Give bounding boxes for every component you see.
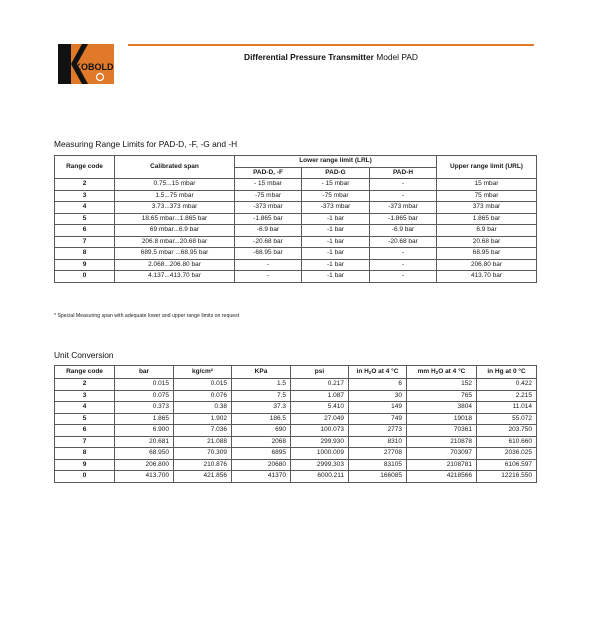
table-cell: 5.410 — [291, 402, 349, 414]
table-cell: 1.865 bar — [437, 213, 537, 225]
table-cell: 19018 — [407, 413, 477, 425]
table-cell: -1 bar — [302, 225, 370, 237]
table-cell: 413.70 bar — [437, 271, 537, 283]
header-lrl: Lower range limit (LRL) — [235, 156, 437, 168]
table-row — [55, 459, 537, 471]
table-cell: 2036.025 — [477, 448, 537, 460]
title-model: Model PAD — [373, 52, 418, 62]
table-cell: -1 bar — [302, 213, 370, 225]
table-cell: 206.800 — [115, 459, 174, 471]
table-cell: 5 — [55, 213, 115, 225]
table-cell: -75 mbar — [302, 190, 370, 202]
table-cell: 6106.597 — [477, 459, 537, 471]
table-cell: 1.865 — [115, 413, 174, 425]
table-cell: - — [235, 271, 302, 283]
table-cell: 0 — [55, 471, 115, 483]
table-cell: 11.014 — [477, 402, 537, 414]
table-cell: 20.681 — [115, 436, 174, 448]
table-cell: 55.072 — [477, 413, 537, 425]
table-cell: 37.3 — [232, 402, 291, 414]
table-cell: 6 — [349, 379, 407, 391]
table-cell: 413.700 — [115, 471, 174, 483]
table-cell: 3 — [55, 190, 115, 202]
table-cell: -1 bar — [302, 236, 370, 248]
table-cell: 12216.550 — [477, 471, 537, 483]
table-cell: 0 — [55, 271, 115, 283]
table-cell: 765 — [407, 390, 477, 402]
table-cell: 41370 — [232, 471, 291, 483]
table-cell: - — [370, 248, 437, 260]
table-cell: 27708 — [349, 448, 407, 460]
table-cell: 6000.211 — [291, 471, 349, 483]
table-cell: - — [370, 179, 437, 191]
table-row — [55, 236, 537, 248]
table-cell: 9 — [55, 459, 115, 471]
table-cell: -6.9 bar — [370, 225, 437, 237]
document-title — [128, 52, 534, 62]
table-cell: 68.95 bar — [437, 248, 537, 260]
header-mm-h2o: mm $H_2O$ at 4 °C — [407, 366, 477, 379]
table-row — [55, 436, 537, 448]
header-lrl-pad-df: PAD-D, -F — [235, 167, 302, 179]
table-row — [55, 448, 537, 460]
header-accent-line — [128, 44, 534, 46]
table-cell: 5 — [55, 413, 115, 425]
table-cell: -1.865 bar — [370, 213, 437, 225]
table-cell: 0.38 — [174, 402, 232, 414]
table-cell: 210.876 — [174, 459, 232, 471]
table-row — [55, 271, 537, 283]
table-cell: 15 mbar — [437, 179, 537, 191]
table-cell: 1000.009 — [291, 448, 349, 460]
table-cell: - — [235, 259, 302, 271]
table-cell: 186.5 — [232, 413, 291, 425]
table-cell: 3804 — [407, 402, 477, 414]
table-row — [55, 425, 537, 437]
table-cell: 4 — [55, 402, 115, 414]
table-cell: 2 — [55, 179, 115, 191]
table-cell: - 15 mbar — [235, 179, 302, 191]
table-cell: -373 mbar — [235, 202, 302, 214]
table-row — [55, 413, 537, 425]
kobold-logo — [58, 44, 114, 84]
header-kgcm2: kg/cm² — [174, 366, 232, 379]
table-cell: -1 bar — [302, 259, 370, 271]
table-cell: 373 mbar — [437, 202, 537, 214]
table-row — [55, 190, 537, 202]
table-cell: 7.5 — [232, 390, 291, 402]
table-cell: 421.856 — [174, 471, 232, 483]
table-cell: 9 — [55, 259, 115, 271]
table-cell: 69 mbar...6.9 bar — [115, 225, 235, 237]
table-cell: - — [370, 271, 437, 283]
table-cell: -1.865 bar — [235, 213, 302, 225]
table-cell: 690 — [232, 425, 291, 437]
range-table-title: Measuring Range Limits for PAD-D, -F, -G and -H — [54, 139, 238, 149]
table-row — [55, 213, 537, 225]
table-cell: 210878 — [407, 436, 477, 448]
table-cell: 7 — [55, 436, 115, 448]
table-cell: 6.900 — [115, 425, 174, 437]
table-cell: 30 — [349, 390, 407, 402]
table-cell: 149 — [349, 402, 407, 414]
table-cell: 4218566 — [407, 471, 477, 483]
table-cell: 2.215 — [477, 390, 537, 402]
logo-text: KOBOLD — [74, 62, 114, 72]
table-row — [55, 248, 537, 260]
table-row — [55, 259, 537, 271]
table-cell: 8310 — [349, 436, 407, 448]
logo-k-bar — [58, 44, 71, 84]
header-psi: psi — [291, 366, 349, 379]
table-row — [55, 390, 537, 402]
table-cell: 6895 — [232, 448, 291, 460]
table-cell: 2.068...206.80 bar — [115, 259, 235, 271]
table-cell: 6 — [55, 225, 115, 237]
table-row — [55, 402, 537, 414]
unit-conversion-table — [54, 365, 537, 483]
table-cell: 3.73...373 mbar — [115, 202, 235, 214]
table-cell: -68.95 bar — [235, 248, 302, 260]
table-cell: 2108781 — [407, 459, 477, 471]
table-cell: 0.217 — [291, 379, 349, 391]
table-cell: 6 — [55, 425, 115, 437]
header-in-h2o: in $H_2O$ at 4 °C — [349, 366, 407, 379]
range-footnote: * Special Measuring span with adequate lower and upper range limits on request — [54, 313, 240, 319]
table-cell: 7.036 — [174, 425, 232, 437]
table-cell: 20.68 bar — [437, 236, 537, 248]
table-cell: 206.80 bar — [437, 259, 537, 271]
table-cell: 68.950 — [115, 448, 174, 460]
header-lrl-pad-g: PAD-G — [302, 167, 370, 179]
table-cell: 70361 — [407, 425, 477, 437]
table-row — [55, 202, 537, 214]
table-cell: 21.088 — [174, 436, 232, 448]
header-kpa: KPa — [232, 366, 291, 379]
table-cell: 3 — [55, 390, 115, 402]
table-cell: 8 — [55, 448, 115, 460]
table-cell: 83105 — [349, 459, 407, 471]
table-cell: 152 — [407, 379, 477, 391]
table-cell: 0.422 — [477, 379, 537, 391]
table-cell: - 15 mbar — [302, 179, 370, 191]
table-cell: 100.073 — [291, 425, 349, 437]
table-cell: 1.902 — [174, 413, 232, 425]
table-row — [55, 471, 537, 483]
table-cell: 610.660 — [477, 436, 537, 448]
table-cell: 2773 — [349, 425, 407, 437]
table-cell: - — [370, 259, 437, 271]
header-bar: bar — [115, 366, 174, 379]
table-cell: 689.5 mbar ...68.95 bar — [115, 248, 235, 260]
header-lrl-pad-h: PAD-H — [370, 167, 437, 179]
header-url: Upper range limit (URL) — [437, 156, 537, 179]
table-row — [55, 379, 537, 391]
table-cell: 18.65 mbar...1.865 bar — [115, 213, 235, 225]
table-cell: -373 mbar — [370, 202, 437, 214]
table-cell: -75 mbar — [235, 190, 302, 202]
table-cell: 0.75...15 mbar — [115, 179, 235, 191]
table-cell: 0.015 — [174, 379, 232, 391]
table-cell: 6.9 bar — [437, 225, 537, 237]
table-cell: 2999.303 — [291, 459, 349, 471]
table-cell: 2 — [55, 379, 115, 391]
table-row — [55, 179, 537, 191]
table-cell: 299.930 — [291, 436, 349, 448]
table-cell: 0.076 — [174, 390, 232, 402]
table-cell: 703097 — [407, 448, 477, 460]
table-cell: 0.075 — [115, 390, 174, 402]
table-cell: 27.049 — [291, 413, 349, 425]
table-cell: 4.137...413.70 bar — [115, 271, 235, 283]
table-cell: 4 — [55, 202, 115, 214]
table-cell: 1.5 — [232, 379, 291, 391]
range-limits-table — [54, 155, 537, 283]
table-cell: 206.8 mbar...20.68 bar — [115, 236, 235, 248]
table-cell: -6.9 bar — [235, 225, 302, 237]
table-row — [55, 225, 537, 237]
table-cell: 1.087 — [291, 390, 349, 402]
table-cell: - — [370, 190, 437, 202]
header-range-code: Range code — [55, 366, 115, 379]
table-cell: 1.5...75 mbar — [115, 190, 235, 202]
table-cell: -373 mbar — [302, 202, 370, 214]
title-bold: Differential Pressure Transmitter — [244, 52, 374, 62]
table-cell: -1 bar — [302, 248, 370, 260]
unit-table-title: Unit Conversion — [54, 350, 114, 360]
table-cell: -1 bar — [302, 271, 370, 283]
table-cell: 75 mbar — [437, 190, 537, 202]
table-cell: -20.68 bar — [235, 236, 302, 248]
table-cell: 70.309 — [174, 448, 232, 460]
header-in-hg: in Hg at 0 °C — [477, 366, 537, 379]
table-cell: 8 — [55, 248, 115, 260]
table-cell: 2068 — [232, 436, 291, 448]
table-cell: 0.373 — [115, 402, 174, 414]
table-cell: 749 — [349, 413, 407, 425]
table-cell: 7 — [55, 236, 115, 248]
table-cell: 0.015 — [115, 379, 174, 391]
table-cell: 203.750 — [477, 425, 537, 437]
table-cell: -20.68 bar — [370, 236, 437, 248]
header-calibrated-span: Calibrated span — [115, 156, 235, 179]
table-cell: 20680 — [232, 459, 291, 471]
table-cell: 166085 — [349, 471, 407, 483]
header-range-code: Range code — [55, 156, 115, 179]
